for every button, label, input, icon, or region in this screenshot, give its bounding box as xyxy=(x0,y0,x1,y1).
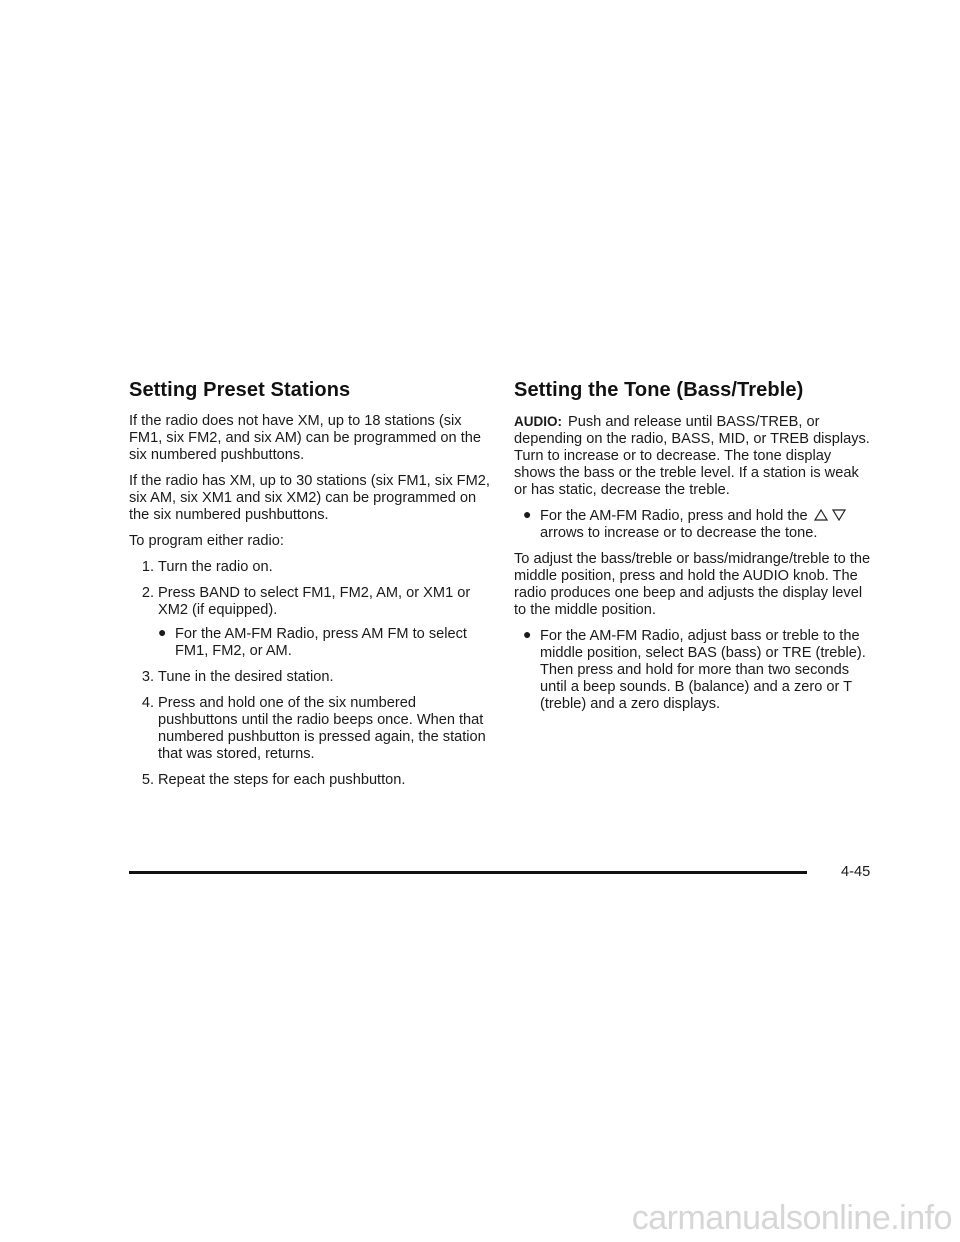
bullet-text: For the AM-FM Radio, press AM FM to select FM1, FM2, or AM. xyxy=(175,626,467,659)
bullet-item xyxy=(523,508,874,542)
heading-setting-the-tone: Setting the Tone (Bass/Treble) xyxy=(514,379,804,401)
bullet-text: For the AM-FM Radio, adjust bass or treble to the middle position, select BAS (bass) or TRE (treble). Then press and hold for more than two seconds until a beep sounds. B (balance) and a zero or T (treble) and a zero displays. xyxy=(540,628,866,712)
step-item xyxy=(129,585,491,660)
heading-setting-preset-stations: Setting Preset Stations xyxy=(129,379,351,401)
section-setting-preset-stations xyxy=(129,378,491,798)
audio-text: Push and release until BASS/TREB, or depending on the radio, BASS, MID, or TREB displays. Turn to increase or to decrease. The tone display shows the bass or the treble level. If a station is weak or has static, decrease the treble. xyxy=(514,414,870,498)
step-number: 4. xyxy=(141,695,154,711)
step-text: Press and hold one of the six numbered pushbuttons until the radio beeps once. When that numbered pushbutton is pressed again, the station that was stored, returns. xyxy=(158,695,486,762)
down-triangle-arrow-icon xyxy=(832,509,846,521)
step-item xyxy=(129,695,491,763)
bullet-dot-icon: ● xyxy=(523,626,532,642)
paragraph-audio xyxy=(514,413,874,499)
step-text: Tune in the desired station. xyxy=(158,669,334,685)
step-item xyxy=(129,772,491,789)
watermark-text: carmanualsonline.info xyxy=(631,1199,952,1237)
bullet-item xyxy=(158,626,491,660)
bullet-dot-icon: ● xyxy=(158,624,167,640)
bullet-text-part-b: arrows to increase or to decrease the tone. xyxy=(540,525,818,541)
paragraph-no-xm: If the radio does not have XM, up to 18 stations (six FM1, six FM2, and six AM) can be programmed on the six numbered pushbuttons. xyxy=(129,413,482,463)
paragraph-middle-position: To adjust the bass/treble or bass/midrange/treble to the middle position, press and hold the AUDIO knob. The radio produces one beep and adjusts the display level to the middle position. xyxy=(514,551,871,618)
step-item xyxy=(129,669,491,686)
step-bullet-list xyxy=(158,626,491,660)
bullet-dot-icon: ● xyxy=(523,506,532,522)
step-text: Turn the radio on. xyxy=(158,559,273,575)
step-item xyxy=(129,559,491,576)
paragraph-program-intro: To program either radio: xyxy=(129,533,284,549)
middle-bullet-list xyxy=(514,628,874,713)
step-number: 2. xyxy=(141,585,154,601)
step-text: Press BAND to select FM1, FM2, AM, or XM1 or XM2 (if equipped). xyxy=(158,585,471,618)
page-number: 4-45 xyxy=(841,864,871,880)
section-setting-the-tone xyxy=(514,378,874,722)
tone-bullet-list xyxy=(514,508,874,542)
footer-rule xyxy=(129,871,807,874)
bullet-text-part-a: For the AM-FM Radio, press and hold the xyxy=(540,508,808,524)
step-number: 5. xyxy=(141,772,154,788)
bullet-item xyxy=(523,628,874,713)
step-number: 1. xyxy=(141,559,154,575)
paragraph-with-xm: If the radio has XM, up to 30 stations (six FM1, six FM2, six AM, six XM1 and six XM2) can be programmed on the six numbered pushbuttons. xyxy=(129,473,490,523)
up-triangle-arrow-icon xyxy=(814,509,828,521)
step-text: Repeat the steps for each pushbutton. xyxy=(158,772,406,788)
program-steps-list xyxy=(129,559,491,789)
step-number: 3. xyxy=(141,669,154,685)
audio-label: AUDIO: xyxy=(514,414,562,429)
